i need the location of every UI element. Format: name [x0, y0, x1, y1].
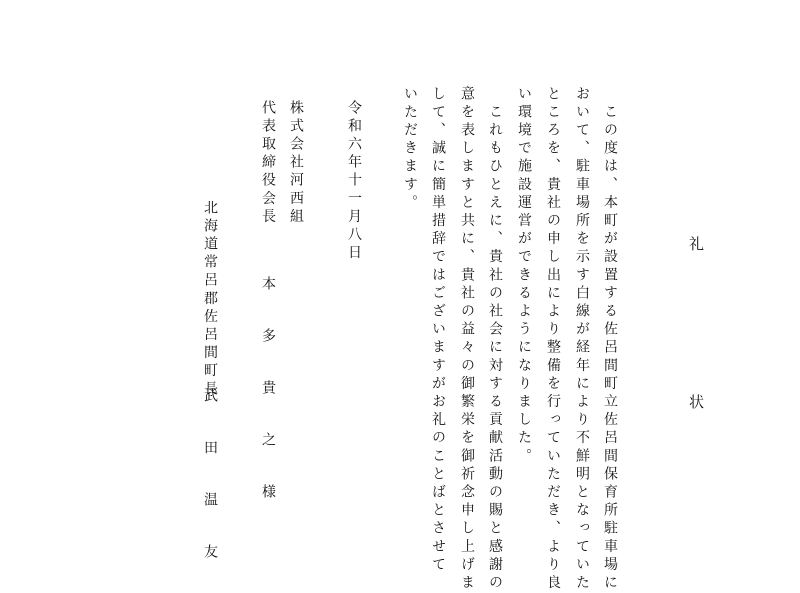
body-line-2: おいて、駐車場所を示す白線が経年により不鮮明となっていた	[574, 86, 590, 593]
letter-date: 令和六年十一月八日	[346, 100, 362, 263]
body-line-8: いただきます。	[402, 86, 418, 213]
body-line-1: この度は、本町が設置する佐呂間町立佐呂間保育所駐車場に	[602, 86, 618, 593]
letter-title: 礼 状	[687, 236, 705, 473]
sender-name: 武 田 温 友	[202, 388, 218, 570]
body-line-4: い環境で施設運営ができるようになりました。	[516, 86, 532, 467]
recipient-name: 本 多 貴 之 様	[260, 276, 276, 510]
body-line-5: これもひとえに、貴社の社会に対する貢献活動の賜と感謝の	[487, 86, 503, 593]
body-line-7: して、誠に簡単措辞ではございますがお礼のことばとさせて	[430, 86, 446, 575]
sender-title: 北海道常呂郡佐呂間町長	[202, 200, 218, 400]
body-line-6: 意を表しますと共に、貴社の益々の御繁栄を御祈念申し上げま	[459, 86, 475, 593]
recipient-company: 株式会社河西組	[288, 100, 304, 227]
recipient-title: 代表取締役会長	[260, 100, 276, 227]
body-line-3: ところを、貴社の申し出により整備を行っていただき、より良	[545, 86, 561, 593]
